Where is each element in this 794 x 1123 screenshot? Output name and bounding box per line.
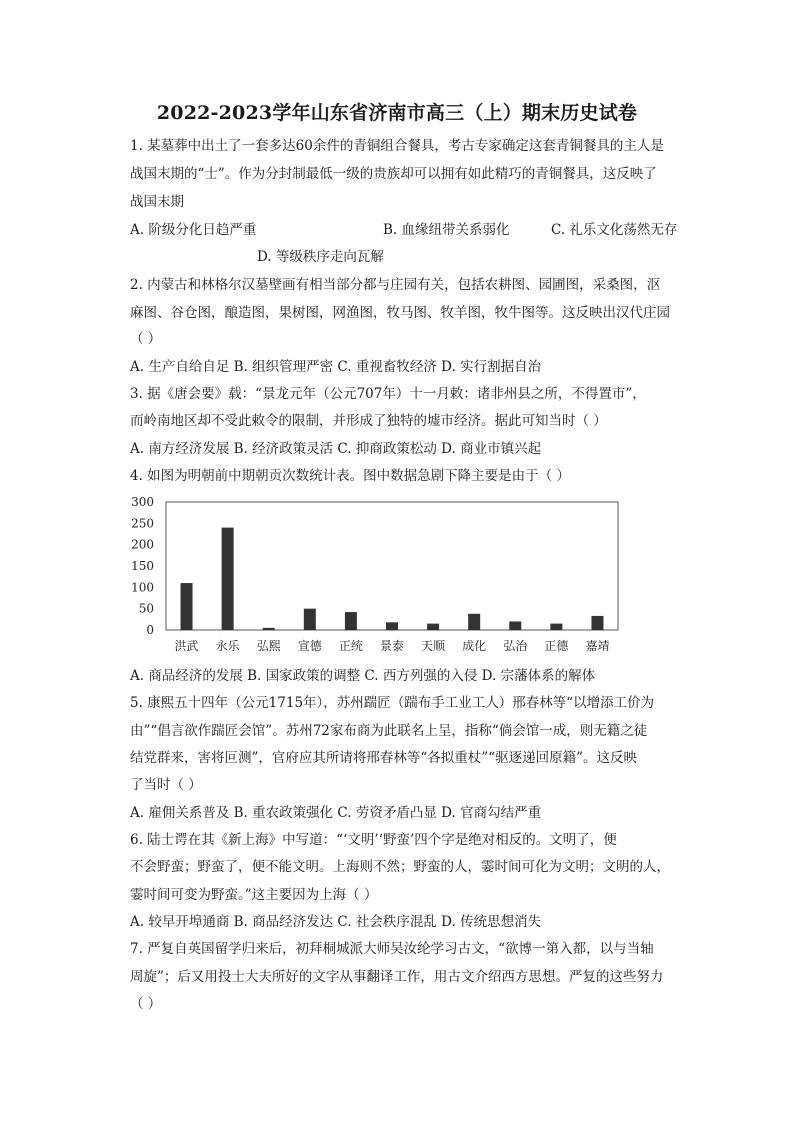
q1-option-c: C. 礼乐文化荡然无存 — [551, 222, 678, 238]
x-tick-label: 宣德 — [297, 639, 322, 653]
q6-options: A. 较早开埠通商 B. 商品经济发达 C. 社会秩序混乱 D. 传统思想消失 — [130, 914, 542, 930]
bar-4 — [345, 612, 357, 630]
x-tick-label: 嘉靖 — [585, 639, 610, 653]
x-tick-label: 成化 — [462, 639, 487, 653]
page-title: 2022-2023学年山东省济南市高三（上）期末历史试卷 — [156, 102, 638, 124]
q2-line-1: 2. 内蒙古和林格尔汉墓壁画有相当部分都与庄园有关，包括农耕图、园圃图，采桑图，沤 — [130, 277, 661, 293]
q3-line-1: 3. 据《唐会要》载：“景龙元年（公元707年）十一月敕：诸非州县之所，不得置市”， — [130, 386, 646, 402]
plot-frame — [166, 502, 618, 630]
x-tick-label: 天顺 — [421, 639, 446, 653]
y-tick-label: 250 — [131, 516, 154, 531]
y-tick-label: 300 — [131, 495, 154, 509]
q2-line-2: 麻图、谷仓图，酿造图，果树图，网渔图，牧马图、牧羊图，牧牛图等。这反映出汉代庄园 — [130, 305, 670, 321]
bar-2 — [263, 628, 275, 630]
q7-line-3: （ ） — [130, 996, 162, 1012]
q4-line-1: 4. 如图为明朝前中期朝贡次数统计表。图中数据急剧下降主要是由于（ ） — [130, 468, 570, 484]
x-tick-label: 弘治 — [503, 639, 528, 653]
q5-line-3: 结党群来，害将叵测”，官府应其所请将邢春林等“各拟重杖”“驱逐递回原籍”。这反映 — [130, 750, 638, 766]
q2-line-3: （ ） — [130, 331, 162, 347]
y-tick-label: 150 — [131, 559, 154, 573]
bar-5 — [386, 622, 398, 630]
y-tick-label: 0 — [146, 623, 154, 637]
q4-options: A. 商品经济的发展 B. 国家政策的调整 C. 西方列强的入侵 D. 宗藩体系的解体 — [130, 668, 596, 684]
bar-3 — [304, 609, 316, 630]
q1-option-b: B. 血缘纽带关系弱化 — [383, 222, 510, 238]
tribute-count-chart — [128, 490, 628, 660]
y-tick-label: 200 — [131, 537, 154, 552]
q1-option-a: A. 阶级分化日趋严重 — [130, 222, 257, 238]
q6-line-3: 霎时间可变为野蛮。”这主要因为上海（ ） — [130, 887, 378, 903]
q7-line-1: 7. 严复自英国留学归来后，初拜桐城派大师吴汝纶学习古文，“欲博一第入都，以与当轴 — [130, 941, 654, 957]
bar-9 — [550, 624, 562, 630]
x-tick-label: 正德 — [544, 639, 569, 653]
x-tick-label: 景泰 — [379, 639, 405, 653]
q5-line-1: 5. 康熙五十四年（公元1715年），苏州踹匠（踹布手工业工人）邢春林等“以增添工价为 — [130, 695, 655, 711]
q1-line-2: 战国末期的“士”。作为分封制最低一级的贵族却可以拥有如此精巧的青铜餐具，这反映了 — [130, 166, 657, 182]
q5-options: A. 雇佣关系普及 B. 重农政策强化 C. 劳资矛盾凸显 D. 官商勾结严重 — [130, 805, 542, 821]
q6-line-2: 不会野蛮；野蛮了，便不能文明。上海则不然；野蛮的人，霎时间可化为文明；文明的人， — [130, 859, 670, 875]
x-tick-label: 正统 — [338, 639, 363, 653]
bar-7 — [468, 614, 480, 630]
q5-line-4: 了当时（ ） — [130, 777, 202, 793]
x-tick-label: 永乐 — [215, 639, 240, 653]
q2-options: A. 生产自给自足 B. 组织管理严密 C. 重视畜牧经济 D. 实行割据自治 — [130, 359, 542, 375]
q7-line-2: 周旋”；后又用投士大夫所好的文字从事翻译工作，用古文介绍西方思想。严复的这些努力 — [130, 969, 664, 985]
bar-10 — [591, 616, 603, 630]
y-tick-label: 50 — [138, 601, 154, 616]
x-tick-label: 弘熙 — [256, 639, 281, 653]
x-tick-label: 洪武 — [174, 639, 199, 653]
bar-0 — [181, 583, 193, 630]
q5-line-2: 由”“倡言欲作踹匠会馆”。苏州72家布商为此联名上呈，指称“倘会馆一成，则无籍之徒 — [130, 723, 648, 739]
bar-1 — [222, 528, 234, 630]
bar-6 — [427, 624, 439, 630]
q1-line-1: 1. 某墓葬中出土了一套多达60余件的青铜组合餐具，考古专家确定这套青铜餐具的主人是 — [130, 138, 664, 154]
q3-line-2: 而岭南地区却不受此敕令的限制，并形成了独特的墟市经济。据此可知当时（ ） — [130, 413, 607, 429]
y-tick-label: 100 — [131, 580, 154, 595]
q1-line-3: 战国末期 — [130, 194, 184, 210]
bar-8 — [509, 621, 521, 630]
q3-options: A. 南方经济发展 B. 经济政策灵活 C. 抑商政策松动 D. 商业市镇兴起 — [130, 441, 542, 457]
q1-option-d: D. 等级秩序走向瓦解 — [257, 249, 384, 265]
q6-line-1: 6. 陆士谔在其《新上海》中写道：“‘文明’‘野蛮’四个字是绝对相反的。文明了，便 — [130, 832, 617, 848]
